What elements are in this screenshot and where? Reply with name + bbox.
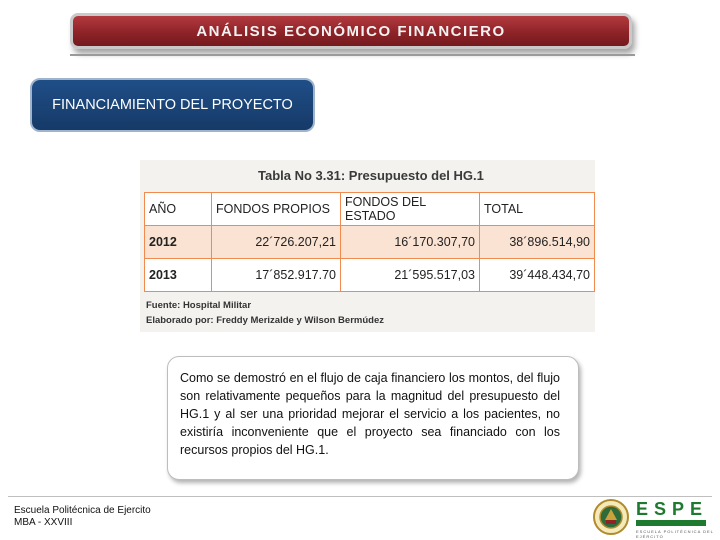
- section-heading: FINANCIAMIENTO DEL PROYECTO: [52, 97, 293, 113]
- title-divider: [70, 54, 635, 56]
- budget-table: [144, 192, 595, 292]
- table-prepared-by: Elaborado por: Freddy Merizalde y Wilson Bermúdez: [146, 315, 384, 326]
- table-cell: 16´170.307,70: [341, 226, 480, 259]
- table-cell: 38´896.514,90: [480, 226, 595, 259]
- page-title: ANÁLISIS ECONÓMICO FINANCIERO: [196, 22, 506, 40]
- table-source: Fuente: Hospital Militar: [146, 300, 252, 311]
- table-cell: 22´726.207,21: [212, 226, 341, 259]
- conclusion-text: Como se demostró en el flujo de caja financiero los montos, del flujo son relativamente pequeños para la magnitud del presupuesto del HG.1 y al ser una prioridad mejorar el servicio a los pacientes, no existiría inconveniente que el proyecto sea financiado con los recursos propios del HG.1.: [180, 371, 560, 457]
- conclusion-callout: [167, 356, 579, 480]
- column-header: FONDOS DEL ESTADO: [341, 193, 480, 226]
- footer-institution: [14, 505, 151, 529]
- table-cell: 39´448.434,70: [480, 259, 595, 292]
- section-heading-box: [30, 78, 315, 132]
- logo-wordmark: ESPE: [636, 499, 709, 519]
- table-row: [145, 259, 595, 292]
- table-title: Tabla No 3.31: Presupuesto del HG.1: [258, 168, 484, 183]
- column-header: AÑO: [145, 193, 212, 226]
- footer-school: Escuela Politécnica de Ejercito: [14, 505, 151, 516]
- table-header-row: [145, 193, 595, 226]
- column-header: TOTAL: [480, 193, 595, 226]
- column-header: FONDOS PROPIOS: [212, 193, 341, 226]
- table-row: [145, 226, 595, 259]
- table-cell: 21´595.517,03: [341, 259, 480, 292]
- budget-table-panel: [140, 160, 595, 332]
- logo-subtitle: ESCUELA POLITÉCNICA DEL EJÉRCITO: [636, 529, 714, 539]
- logo-bar: [636, 520, 706, 526]
- espe-crest-icon: [593, 498, 629, 536]
- table-cell: 17´852.917.70: [212, 259, 341, 292]
- table-cell: 2013: [145, 259, 212, 292]
- title-banner: [70, 13, 632, 49]
- footer-divider: [8, 496, 712, 497]
- footer-program: MBA - XXVIII: [14, 517, 73, 528]
- table-cell: 2012: [145, 226, 212, 259]
